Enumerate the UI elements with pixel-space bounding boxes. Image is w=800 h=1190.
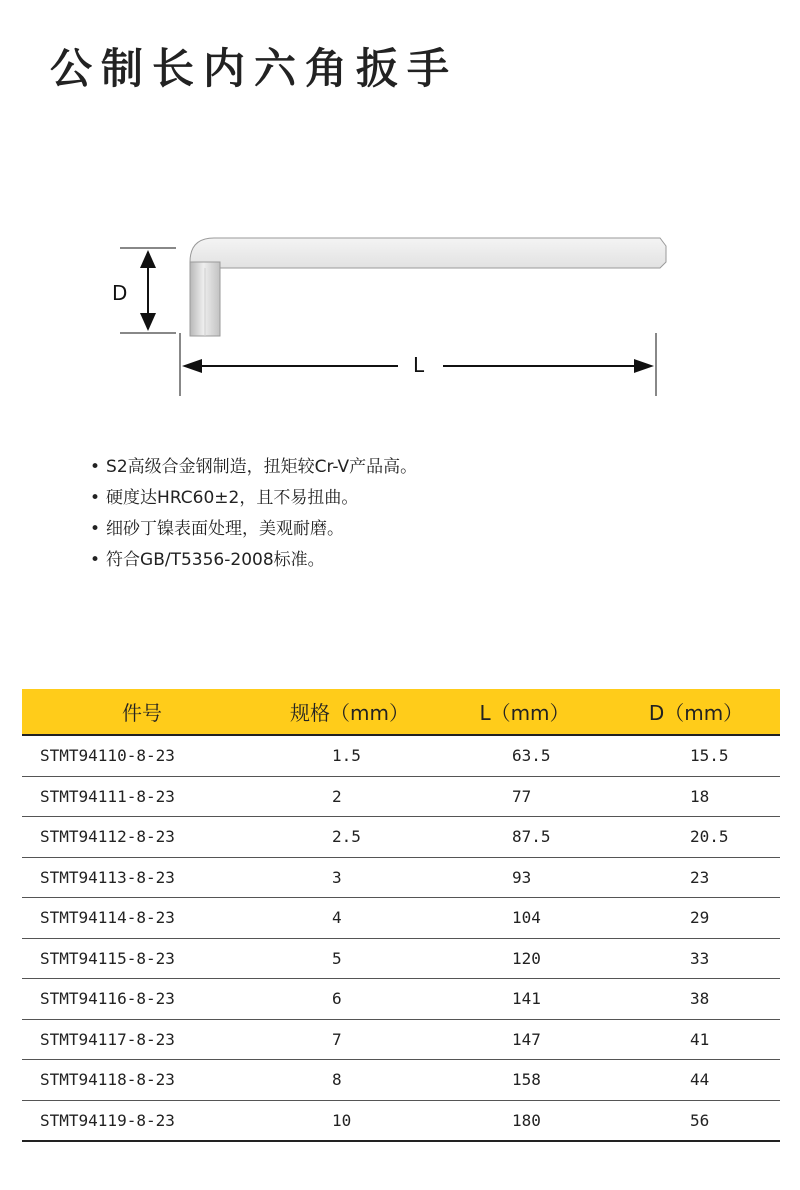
cell-length: 87.5 bbox=[437, 817, 612, 858]
table-header-row bbox=[22, 689, 780, 735]
cell-d: 41 bbox=[612, 1019, 780, 1060]
cell-size: 5 bbox=[262, 938, 437, 979]
table-row bbox=[22, 1060, 780, 1101]
cell-d: 33 bbox=[612, 938, 780, 979]
feature-item: • 硬度达HRC60±2，且不易扭曲。 bbox=[90, 483, 417, 514]
cell-part-number: STMT94112-8-23 bbox=[22, 817, 262, 858]
cell-length: 141 bbox=[437, 979, 612, 1020]
cell-size: 3 bbox=[262, 857, 437, 898]
hex-key-diagram bbox=[0, 200, 800, 410]
cell-d: 20.5 bbox=[612, 817, 780, 858]
cell-part-number: STMT94114-8-23 bbox=[22, 898, 262, 939]
cell-part-number: STMT94110-8-23 bbox=[22, 735, 262, 776]
feature-item: • S2高级合金钢制造，扭矩较Cr-V产品高。 bbox=[90, 452, 417, 483]
cell-part-number: STMT94111-8-23 bbox=[22, 776, 262, 817]
table-row bbox=[22, 735, 780, 776]
cell-size: 4 bbox=[262, 898, 437, 939]
table-row bbox=[22, 898, 780, 939]
cell-d: 23 bbox=[612, 857, 780, 898]
cell-size: 2 bbox=[262, 776, 437, 817]
cell-part-number: STMT94116-8-23 bbox=[22, 979, 262, 1020]
hex-key-shape bbox=[190, 238, 666, 336]
feature-item: • 符合GB/T5356-2008标准。 bbox=[90, 545, 417, 576]
cell-d: 38 bbox=[612, 979, 780, 1020]
cell-length: 93 bbox=[437, 857, 612, 898]
cell-size: 7 bbox=[262, 1019, 437, 1060]
cell-length: 63.5 bbox=[437, 735, 612, 776]
cell-part-number: STMT94117-8-23 bbox=[22, 1019, 262, 1060]
table-row bbox=[22, 857, 780, 898]
cell-d: 15.5 bbox=[612, 735, 780, 776]
cell-part-number: STMT94115-8-23 bbox=[22, 938, 262, 979]
cell-d: 29 bbox=[612, 898, 780, 939]
cell-length: 180 bbox=[437, 1100, 612, 1141]
header-length: L（mm） bbox=[437, 689, 612, 735]
cell-part-number: STMT94118-8-23 bbox=[22, 1060, 262, 1101]
table-row bbox=[22, 817, 780, 858]
label-d: D bbox=[112, 281, 128, 305]
table-body bbox=[22, 735, 780, 1141]
cell-length: 158 bbox=[437, 1060, 612, 1101]
cell-length: 104 bbox=[437, 898, 612, 939]
cell-part-number: STMT94119-8-23 bbox=[22, 1100, 262, 1141]
header-d: D（mm） bbox=[612, 689, 780, 735]
cell-size: 8 bbox=[262, 1060, 437, 1101]
spec-table bbox=[22, 689, 780, 1142]
cell-size: 1.5 bbox=[262, 735, 437, 776]
table-row bbox=[22, 1019, 780, 1060]
label-l: L bbox=[413, 353, 425, 377]
cell-d: 56 bbox=[612, 1100, 780, 1141]
page-title: 公制长内六角扳手 bbox=[50, 44, 459, 93]
cell-part-number: STMT94113-8-23 bbox=[22, 857, 262, 898]
cell-length: 77 bbox=[437, 776, 612, 817]
table-row bbox=[22, 1100, 780, 1141]
feature-item: • 细砂丁镍表面处理，美观耐磨。 bbox=[90, 514, 417, 545]
header-part-number: 件号 bbox=[22, 689, 262, 735]
dimension-d bbox=[120, 248, 176, 333]
table-row bbox=[22, 938, 780, 979]
cell-size: 6 bbox=[262, 979, 437, 1020]
header-size: 规格（mm） bbox=[262, 689, 437, 735]
cell-size: 2.5 bbox=[262, 817, 437, 858]
cell-size: 10 bbox=[262, 1100, 437, 1141]
feature-list bbox=[90, 452, 417, 576]
table-row bbox=[22, 776, 780, 817]
cell-d: 44 bbox=[612, 1060, 780, 1101]
cell-d: 18 bbox=[612, 776, 780, 817]
table-row bbox=[22, 979, 780, 1020]
cell-length: 120 bbox=[437, 938, 612, 979]
cell-length: 147 bbox=[437, 1019, 612, 1060]
